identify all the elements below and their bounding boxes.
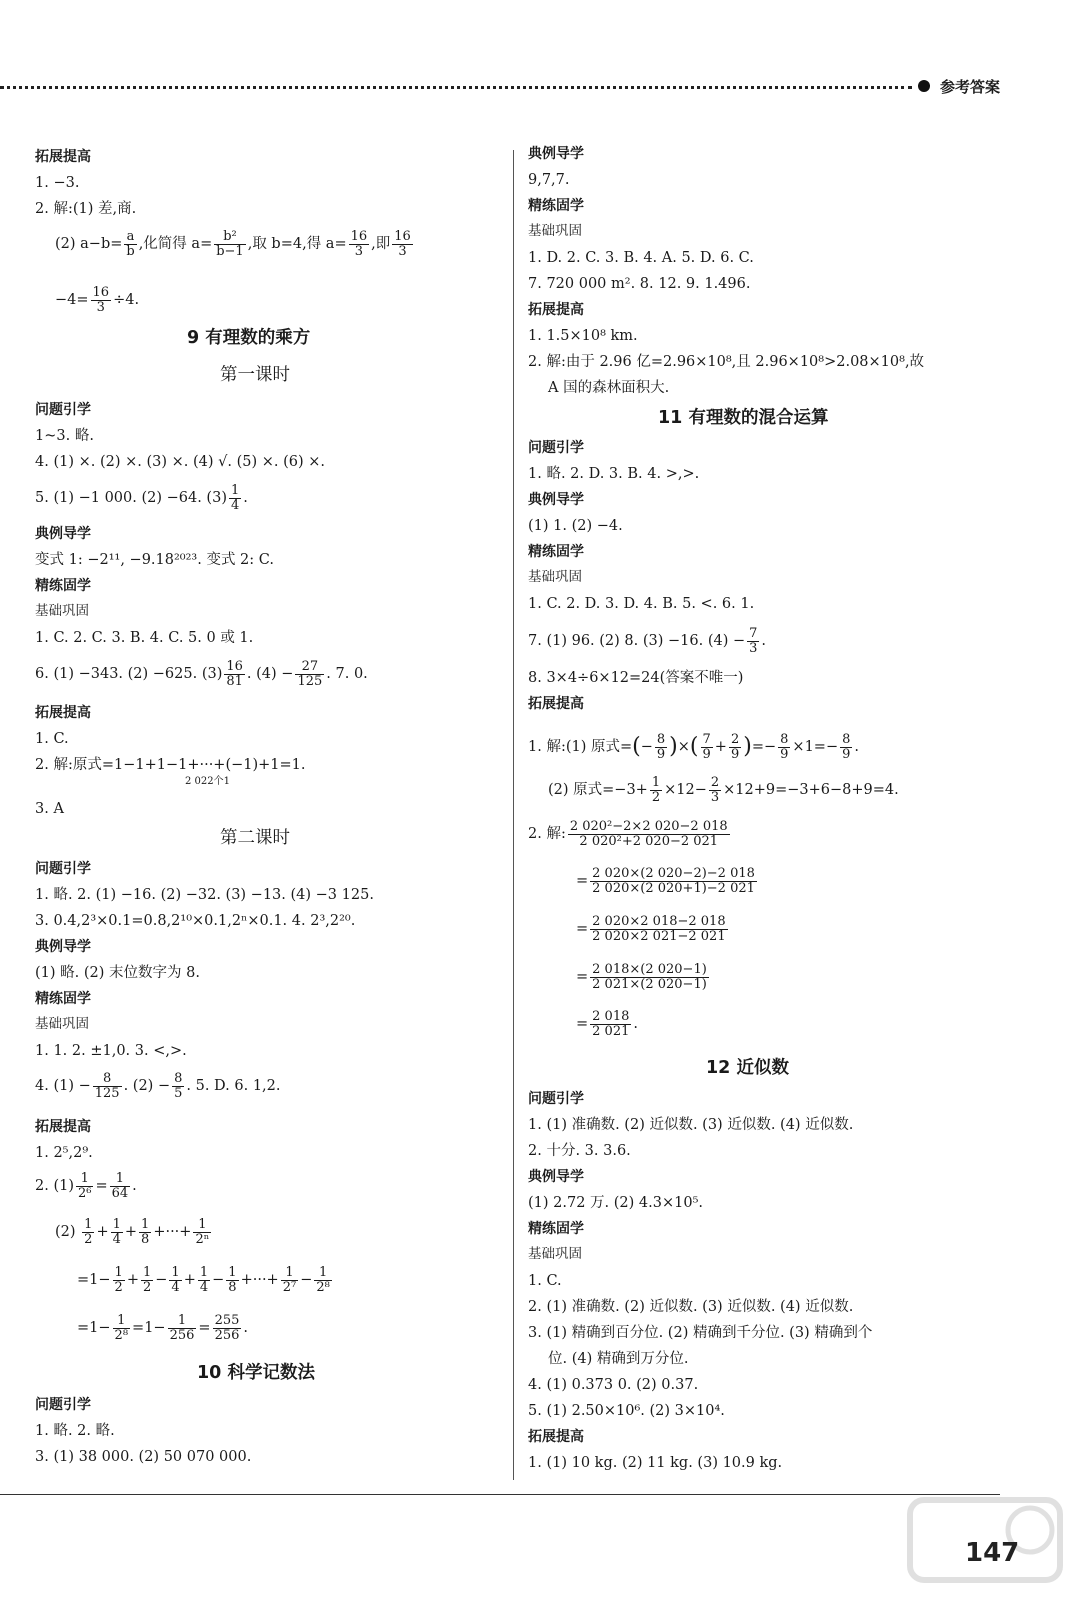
section-label: 拓展提高: [35, 705, 91, 721]
answer-line: 3. 0.4,2³×0.1=0.8,2¹⁰×0.1,2ⁿ×0.1. 4. 2³,2²⁰.: [35, 913, 356, 929]
answer-line: (2) 原式=−3+ $\frac{1}{2}$ ×12− $\frac{2}{3}$ ×12+9=−3+6−8+9=4.: [548, 775, 899, 805]
section-label: 拓展提高: [35, 149, 91, 165]
answer-line: 1. 2⁵,2⁹.: [35, 1145, 93, 1161]
section-label: 精练固学: [35, 991, 91, 1007]
section-title: 10 科学记数法: [197, 1363, 315, 1383]
answer-line: 1. D. 2. C. 3. B. 4. A. 5. D. 6. C.: [528, 250, 754, 266]
answer-line: 3. A: [35, 801, 64, 817]
section-label: 问题引学: [35, 402, 91, 418]
underbrace-label: 2 022个1: [185, 776, 230, 787]
answer-line: (2) $\frac{1}{2}$ + $\frac{1}{4}$ + $\frac{1}{8}$ +···+ $\frac{1}{\text{2ⁿ}}$: [55, 1217, 210, 1247]
answer-line: −4= $\frac{16}{3}$ ÷4.: [55, 285, 140, 315]
section-title: 9 有理数的乘方: [187, 328, 311, 348]
answer-line: 8. 3×4÷6×12=24(答案不唯一): [528, 670, 744, 686]
section-title: 11 有理数的混合运算: [658, 408, 829, 428]
answer-line: =1− $\frac{1}{2}$ + $\frac{1}{2}$ − $\frac{1}{4}$ + $\frac{1}{4}$ − $\frac{1}{8}$ +···+ $\frac{1}{\text{2⁷}}$ − $\frac{1}{\text{2⁸}}$: [77, 1265, 330, 1295]
section-label: 问题引学: [528, 1091, 584, 1107]
lesson-title: 第一课时: [220, 365, 290, 385]
answer-line: 6. (1) −343. (2) −625. (3) $\frac{16}{81}$ . (4) − $\frac{27}{125}$ . 7. 0.: [35, 659, 368, 689]
subsection-label: 基础巩固: [528, 223, 582, 239]
answer-line: 1. 略. 2. (1) −16. (2) −32. (3) −13. (4) −3 125.: [35, 887, 374, 903]
answer-line: 2. (1) $\frac{1}{\text{2⁶}}$ = $\frac{1}{64}$ .: [35, 1171, 137, 1201]
section-label: 精练固学: [528, 1221, 584, 1237]
answer-line: 1. 解:(1) 原式=(− $\frac{8}{9}$ )×( $\frac{7}{9}$ + $\frac{2}{9}$ )=− $\frac{8}{9}$ ×1=− $\frac{8}{9}$ .: [528, 732, 859, 762]
answer-line: 2. (1) 准确数. (2) 近似数. (3) 近似数. (4) 近似数.: [528, 1299, 854, 1315]
section-label: 问题引学: [35, 861, 91, 877]
answer-line: = $\frac{2 020\times(2 020-2)-2 018}{2 020\times(2 020+1)-2 021}$: [576, 866, 755, 896]
subsection-label: 基础巩固: [35, 1016, 89, 1032]
answer-line: 7. (1) 96. (2) 8. (3) −16. (4) − $\frac{7}{3}$ .: [528, 626, 767, 656]
section-label: 问题引学: [35, 1397, 91, 1413]
answer-line: 2. 解:原式=1−1+1−1+···+(−1)+1=1.: [35, 757, 306, 773]
subsection-label: 基础巩固: [35, 603, 89, 619]
answer-line: 4. (1) ×. (2) ×. (3) ×. (4) √. (5) ×. (6) ×.: [35, 454, 326, 470]
answer-line: =1− $\frac{1}{\text{2⁸}}$ =1− $\frac{1}{256}$ = $\frac{255}{256}$ .: [77, 1313, 248, 1343]
answer-line: 1. 略. 2. D. 3. B. 4. >,>.: [528, 466, 700, 482]
header-bullet-icon: [918, 80, 930, 92]
answer-line: 1~3. 略.: [35, 428, 94, 444]
answer-line: 变式 1: −2¹¹, −9.18²⁰²³. 变式 2: C.: [35, 552, 274, 568]
answer-line: 1. C.: [528, 1273, 562, 1289]
answer-line: 1. −3.: [35, 175, 80, 191]
answer-line: 1. 1. 2. ±1,0. 3. <,>.: [35, 1043, 187, 1059]
answer-line: A 国的森林面积大.: [548, 380, 670, 396]
answer-line: 2. 十分. 3. 3.6.: [528, 1143, 631, 1159]
section-label: 典例导学: [35, 526, 91, 542]
answer-line: 位. (4) 精确到万分位.: [548, 1351, 689, 1367]
section-label: 拓展提高: [35, 1119, 91, 1135]
answer-line: 4. (1) − $\frac{8}{125}$ . (2) − $\frac{8}{5}$ . 5. D. 6. 1,2.: [35, 1071, 281, 1101]
subsection-label: 基础巩固: [528, 569, 582, 585]
answer-line: 5. (1) −1 000. (2) −64. (3) $\frac{1}{4}$ .: [35, 483, 248, 513]
section-label: 典例导学: [35, 939, 91, 955]
section-label: 精练固学: [35, 578, 91, 594]
section-label: 精练固学: [528, 198, 584, 214]
section-label: 拓展提高: [528, 302, 584, 318]
answer-line: (1) 略. (2) 末位数字为 8.: [35, 965, 200, 981]
section-label: 精练固学: [528, 544, 584, 560]
answer-line: 7. 720 000 m². 8. 12. 9. 1.496.: [528, 276, 751, 292]
section-label: 拓展提高: [528, 696, 584, 712]
column-divider: [513, 150, 514, 1480]
footer-rule: [0, 1494, 1000, 1495]
answer-line: 2. 解: $\frac{\text{2 020²−2×2 020−2 018}}{\text{2 020²+2 020−2 021}}$: [528, 819, 728, 849]
answer-line: 4. (1) 0.373 0. (2) 0.37.: [528, 1377, 699, 1393]
answer-line: 1. C.: [35, 731, 69, 747]
answer-line: (2) a−b= $\frac{a}{b}$ ,化简得 a= $\frac{\text{b²}}{b-1}$ ,取 b=4,得 a= $\frac{16}{3}$ ,即 $\frac{16}{3}$: [55, 229, 411, 259]
answer-line: 1. C. 2. C. 3. B. 4. C. 5. 0 或 1.: [35, 630, 254, 646]
answer-line: 1. 略. 2. 略.: [35, 1423, 115, 1439]
answer-line: 3. (1) 精确到百分位. (2) 精确到千分位. (3) 精确到个: [528, 1325, 873, 1341]
subsection-label: 基础巩固: [528, 1246, 582, 1262]
answer-line: = $\frac{2 020\times 2 018-2 018}{2 020\times 2 021-2 021}$: [576, 914, 726, 944]
header-dotted-rule: [0, 86, 912, 89]
section-label: 拓展提高: [528, 1429, 584, 1445]
answer-line: (1) 1. (2) −4.: [528, 518, 623, 534]
answer-line: = $\frac{2 018}{2 021}$ .: [576, 1009, 638, 1039]
section-title: 12 近似数: [706, 1058, 789, 1078]
answer-line: 1. (1) 准确数. (2) 近似数. (3) 近似数. (4) 近似数.: [528, 1117, 854, 1133]
answer-line: 5. (1) 2.50×10⁶. (2) 3×10⁴.: [528, 1403, 725, 1419]
section-label: 典例导学: [528, 1169, 584, 1185]
page-number: 147: [965, 1538, 1020, 1568]
answer-line: 1. C. 2. D. 3. D. 4. B. 5. <. 6. 1.: [528, 596, 755, 612]
answer-line: = $\frac{2 018\times(2 020-1)}{2 021\times(2 020-1)}$: [576, 962, 707, 992]
answer-line: 2. 解:由于 2.96 亿=2.96×10⁸,且 2.96×10⁸>2.08×10⁸,故: [528, 354, 925, 370]
answer-line: 1. 1.5×10⁸ km.: [528, 328, 638, 344]
lesson-title: 第二课时: [220, 828, 290, 848]
answer-line: 9,7,7.: [528, 172, 570, 188]
answer-line: 1. (1) 10 kg. (2) 11 kg. (3) 10.9 kg.: [528, 1455, 783, 1471]
section-label: 典例导学: [528, 146, 584, 162]
section-label: 典例导学: [528, 492, 584, 508]
section-label: 问题引学: [528, 440, 584, 456]
answer-line: (1) 2.72 万. (2) 4.3×10⁵.: [528, 1195, 703, 1211]
header-title: 参考答案: [940, 78, 1001, 96]
answer-line: 2. 解:(1) 差,商.: [35, 201, 137, 217]
answer-line: 3. (1) 38 000. (2) 50 070 000.: [35, 1449, 252, 1465]
